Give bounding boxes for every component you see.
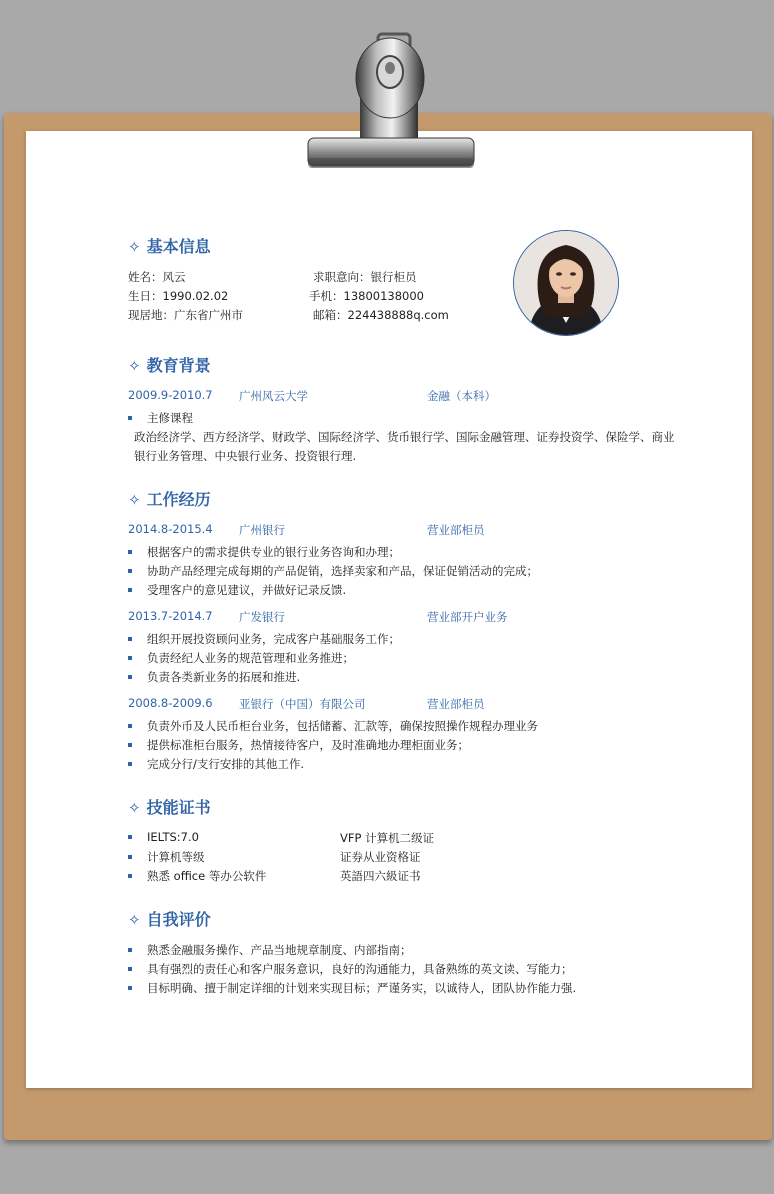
skill-item-right: 英語四六級证书 [340, 869, 421, 883]
education-major: 金融（本科） [427, 389, 496, 403]
square-bullet-icon [128, 855, 132, 859]
section-title-work: ✧ 工作经历 [128, 490, 211, 509]
square-bullet-icon [128, 948, 132, 952]
skill-item-right: VFP 计算机二级证 [340, 831, 435, 845]
skill-item: 计算机等级 [128, 849, 205, 865]
basic-email: 邮箱：224438888q.com [313, 308, 449, 322]
square-bullet-icon [128, 656, 132, 660]
job-position: 营业部开户业务 [427, 610, 508, 624]
square-bullet-icon [128, 986, 132, 990]
binder-clip-icon [290, 20, 480, 180]
job-item: 完成分行/支行安排的其他工作. [128, 756, 304, 772]
diamond-star-icon: ✧ [128, 238, 141, 256]
job-date: 2014.8-2015.4 [128, 522, 213, 536]
job-item: 负责经纪人业务的规范管理和业务推进； [128, 650, 354, 666]
basic-intent: 求职意向：银行柜员 [313, 270, 417, 284]
education-date: 2009.9-2010.7 [128, 388, 213, 402]
profile-photo [513, 230, 619, 336]
education-course-label: 主修课程 [128, 410, 193, 426]
square-bullet-icon [128, 874, 132, 878]
basic-birth: 生日：1990.02.02 [128, 289, 229, 303]
job-date: 2008.8-2009.6 [128, 696, 213, 710]
education-courses-line1: 政治经济学、西方经济学、财政学、国际经济学、货币银行学、国际金融管理、证券投资学、保险学、商业 [134, 430, 675, 444]
job-date: 2013.7-2014.7 [128, 609, 213, 623]
education-courses-line2: 银行业务管理、中央银行业务、投资银行理. [134, 449, 357, 463]
education-school: 广州风云大学 [239, 389, 308, 403]
section-title-skills: ✧ 技能证书 [128, 798, 211, 817]
skill-item: 熟悉 office 等办公软件 [128, 868, 266, 884]
diamond-star-icon: ✧ [128, 491, 141, 509]
job-company: 亚银行（中国）有限公司 [239, 697, 366, 711]
self-item: 具有强烈的责任心和客户服务意识，良好的沟通能力，具备熟练的英文读、写能力； [128, 961, 573, 977]
job-company: 广州银行 [239, 523, 285, 537]
square-bullet-icon [128, 835, 132, 839]
section-title-education: ✧ 教育背景 [128, 356, 211, 375]
square-bullet-icon [128, 762, 132, 766]
square-bullet-icon [128, 724, 132, 728]
square-bullet-icon [128, 967, 132, 971]
self-item: 目标明确、擅于制定详细的计划来实现目标；严谨务实，以诚待人，团队协作能力强. [128, 980, 576, 996]
diamond-star-icon: ✧ [128, 799, 141, 817]
job-position: 营业部柜员 [427, 523, 485, 537]
job-item: 提供标准柜台服务，热情接待客户，及时准确地办理柜面业务； [128, 737, 469, 753]
job-item: 受理客户的意见建议，并做好记录反馈. [128, 582, 346, 598]
job-item: 负责外币及人民币柜台业务，包括储蓄、汇款等，确保按照操作规程办理业务 [128, 718, 538, 734]
job-item: 协助产品经理完成每期的产品促销，选择卖家和产品，保证促销活动的完成； [128, 563, 538, 579]
square-bullet-icon [128, 743, 132, 747]
job-company: 广发银行 [239, 610, 285, 624]
basic-name: 姓名：风云 [128, 270, 186, 284]
self-item: 熟悉金融服务操作、产品当地规章制度、内部指南； [128, 942, 412, 958]
job-position: 营业部柜员 [427, 697, 485, 711]
portrait-image [514, 231, 618, 335]
job-item: 组织开展投资顾问业务，完成客户基础服务工作； [128, 631, 400, 647]
skill-item: IELTS:7.0 [128, 830, 199, 844]
square-bullet-icon [128, 588, 132, 592]
job-item: 根据客户的需求提供专业的银行业务咨询和办理； [128, 544, 400, 560]
basic-phone: 手机：13800138000 [309, 289, 424, 303]
job-item: 负责各类新业务的拓展和推进. [128, 669, 300, 685]
section-title-basic: ✧ 基本信息 [128, 237, 211, 256]
square-bullet-icon [128, 637, 132, 641]
square-bullet-icon [128, 416, 132, 420]
skill-item-right: 证券从业资格证 [340, 850, 421, 864]
diamond-star-icon: ✧ [128, 911, 141, 929]
section-title-self: ✧ 自我评价 [128, 910, 211, 929]
square-bullet-icon [128, 675, 132, 679]
basic-address: 现居地：广东省广州市 [128, 308, 243, 322]
diamond-star-icon: ✧ [128, 357, 141, 375]
square-bullet-icon [128, 550, 132, 554]
square-bullet-icon [128, 569, 132, 573]
